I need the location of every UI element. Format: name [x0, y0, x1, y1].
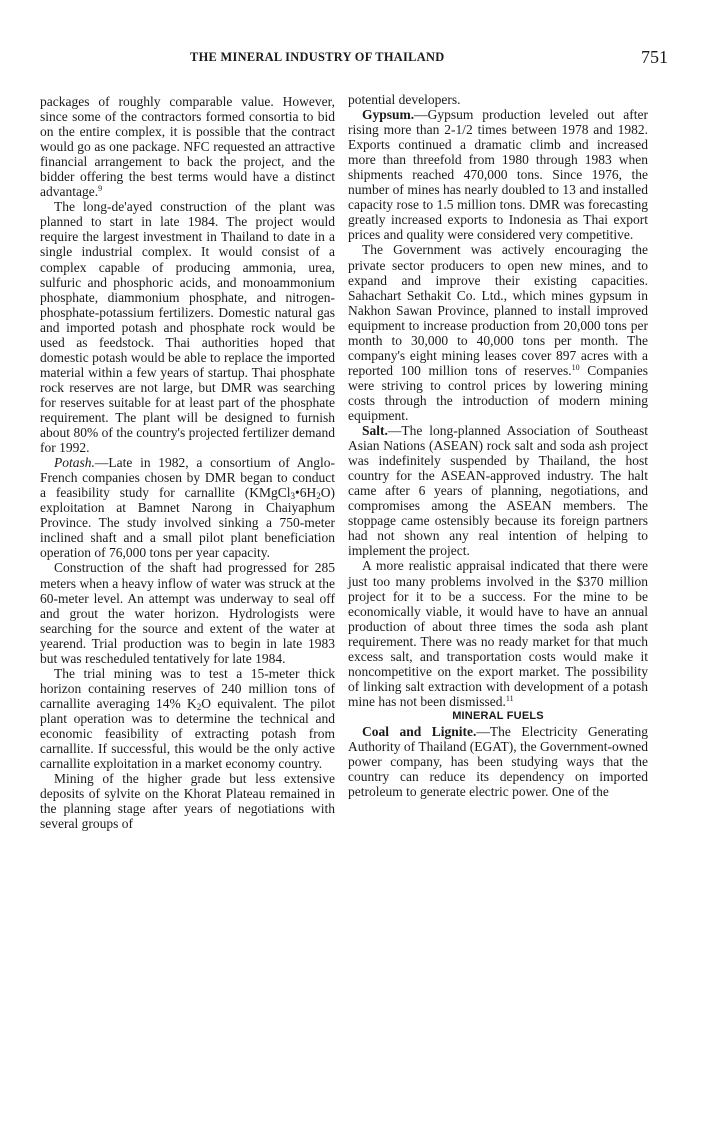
paragraph: A more realistic appraisal indicated that there were just too many problems involved in the $370 million project for it to be a success. For the mine to be economically viable, it would have to have an annual production of about three times the soda ash plant requirement. There was no ready market for that much excess salt, and transportation costs would make it noncompetitive on the export market. The possibility of linking salt extraction with development of a potash mine has not been dismissed.$^{11}$	[348, 558, 648, 709]
left-column	[40, 94, 335, 831]
paragraph-salt: Salt.—The long-planned Association of Southeast Asian Nations (ASEAN) rock salt and soda ash project was indefinitely suspended by Thailand, the host country for the ASEAN-approved industry. The halt came after 6 years of planning, negotiations, and compromises among the ASEAN members. The stoppage came ostensibly because its foreign partners had not shown any real intention of helping to implement the project.	[348, 423, 648, 559]
runin-heading: Gypsum.	[362, 107, 415, 123]
paragraph: The long-de'ayed construction of the plant was planned to start in late 1984. The project would require the largest investment in Thailand to date in a single industrial complex. It would consist of a complex capable of producing ammonia, urea, sulfuric and phosphoric acids, and monoammonium phosphate, diammonium phosphate, and nitrogen-phosphate-potassium fertilizers. Domestic natural gas and imported potash and phosphate rock would be used as feedstock. Thai authorities hoped that domestic potash would be able to replace the imported material within a few years of startup. Thai phosphate rock reserves are not large, but DMR was searching for reserves suitable for at least part of the phosphate requirement. The plant will be designed to furnish about 80% of the country's projected fertilizer demand for 1992.	[40, 199, 335, 456]
paragraph: packages of roughly comparable value. However, since some of the contractors formed consortia to bid on the entire complex, it is possible that the contract would go as one package. NFC requested an attractive financial arrangement to back the project, and the bidder offering the best terms would have a distinct advantage.$^9$	[40, 94, 335, 200]
footnote-ref: 11	[505, 693, 514, 703]
section-heading: MINERAL FUELS	[452, 709, 544, 722]
footnote-ref: 9	[98, 184, 103, 194]
paragraph: The trial mining was to test a 15-meter thick horizon containing reserves of 240 million tons of carnallite averaging 14% $K_2O$ equivalent. The pilot plant operation was to determine the technical and economic feasibility of extracting potash from carnallite. If successful, this would be the only active carnallite exploitation in a market economy country.	[40, 665, 335, 772]
page-header	[40, 47, 668, 74]
paragraph: potential developers.	[348, 92, 461, 107]
paragraph-gypsum: Gypsum.—Gypsum production leveled out after rising more than 2-1/2 times between 1978 and 1982. Exports continued a dramatic climb and increased more than threefold from 1980 through 1983 when shipments reached 470,000 tons. Since 1976, the number of mines has nearly doubled to 13 and installed capacity rose to 1.5 million tons. DMR was forecasting greatly increased exports to Indonesia as Thai export prices and quality were considered very competitive.	[348, 107, 648, 243]
page-number: 751	[641, 47, 668, 67]
runin-heading: Potash.	[54, 455, 95, 471]
runin-heading: Salt.	[362, 423, 388, 439]
right-column	[348, 92, 648, 799]
paragraph: The Government was actively encouraging the private sector producers to open new mines, and to expand and improve their existing capacities. Sahachart Sethakit Co. Ltd., which mines gypsum in Nakhon Sawan Province, planned to install improved equipment to increase production from 20,000 tons per month to 30,000 to 40,000 tons per month. The company's eight mining leases cover 897 acres with a reported 100 million tons of reserves.$^{10}$ Companies were striving to control prices by lowering mining costs through the introduction of modern mining equipment.	[348, 242, 648, 423]
paragraph-potash: Potash.—Late in 1982, a consortium of Anglo-French companies chosen by DMR began to conduct a feasibility study for carnallite $(KMgCl_3•6H_2O)$ exploitation at Bamnet Narong in Chaiyaphum Province. The study involved sinking a 750-meter inclined shaft and a small pilot plant beneficiation operation of 76,000 tons per year capacity.	[40, 455, 335, 561]
runin-heading: Coal and Lignite.	[362, 723, 477, 739]
paragraph: Mining of the higher grade but less extensive deposits of sylvite on the Khorat Plateau remained in the planning stage after years of negotiations with several groups of	[40, 771, 335, 832]
running-title: THE MINERAL INDUSTRY OF THAILAND	[190, 50, 445, 64]
paragraph: Construction of the shaft had progressed for 285 meters when a heavy inflow of water was struck at the 60-meter level. An attempt was underway to seal off and grout the water horizon. Hydrologists were searching for the source and extent of the water at yearend. Trial production was to begin in late 1983 but was rescheduled tentatively for late 1984.	[40, 560, 335, 666]
footnote-ref: 10	[571, 362, 580, 372]
paragraph-coal: Coal and Lignite.—The Electricity Generating Authority of Thailand (EGAT), the Government-owned power company, has been studying ways that the country can reduce its dependency on imported petroleum to generate electric power. One of the	[348, 723, 648, 800]
